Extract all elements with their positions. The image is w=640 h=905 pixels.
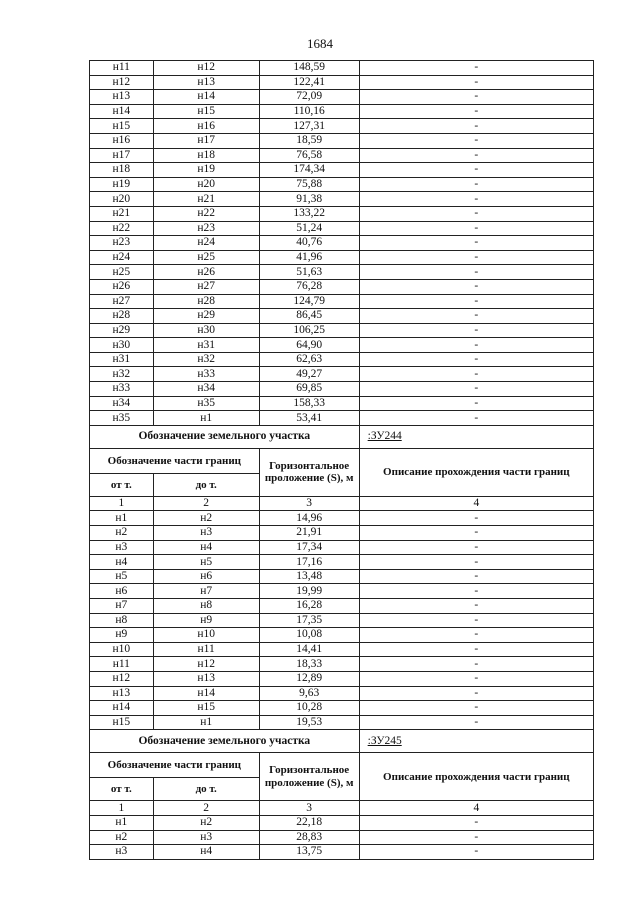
to-point: н30 <box>153 323 259 338</box>
col-number: 4 <box>359 496 593 511</box>
table-row <box>90 309 594 324</box>
from-point: н26 <box>90 279 154 294</box>
from-header: от т. <box>90 473 154 496</box>
horizontal-header: Горизонтальное проложение (S), м <box>259 753 359 801</box>
description: - <box>359 815 593 830</box>
to-point: н5 <box>153 555 259 570</box>
table-row <box>90 338 594 353</box>
description: - <box>359 628 593 643</box>
page-number: 1684 <box>307 36 333 51</box>
description: - <box>359 279 593 294</box>
description: - <box>359 569 593 584</box>
to-point: н33 <box>153 367 259 382</box>
description-header: Описание прохождения части границ <box>359 753 593 801</box>
description: - <box>359 294 593 309</box>
description: - <box>359 61 593 76</box>
horizontal-length: 9,63 <box>259 686 359 701</box>
horizontal-length: 40,76 <box>259 236 359 251</box>
to-point: н25 <box>153 250 259 265</box>
table-row <box>90 192 594 207</box>
from-point: н11 <box>90 61 154 76</box>
table-row <box>90 613 594 628</box>
table-row <box>90 599 594 614</box>
to-point: н15 <box>153 701 259 716</box>
from-point: н12 <box>90 671 154 686</box>
block2-body <box>90 511 594 730</box>
to-point: н1 <box>153 715 259 730</box>
from-header: от т. <box>90 778 154 801</box>
to-point: н29 <box>153 309 259 324</box>
to-point: н3 <box>153 526 259 541</box>
description: - <box>359 845 593 860</box>
table-row <box>90 701 594 716</box>
description: - <box>359 526 593 541</box>
table-row <box>90 90 594 105</box>
from-point: н18 <box>90 163 154 178</box>
table-row <box>90 177 594 192</box>
col-number: 3 <box>259 801 359 816</box>
horizontal-length: 127,31 <box>259 119 359 134</box>
horizontal-length: 16,28 <box>259 599 359 614</box>
horizontal-header: Горизонтальное проложение (S), м <box>259 448 359 496</box>
from-point: н25 <box>90 265 154 280</box>
horizontal-length: 18,33 <box>259 657 359 672</box>
from-point: н16 <box>90 133 154 148</box>
from-point: н9 <box>90 628 154 643</box>
description: - <box>359 119 593 134</box>
description: - <box>359 206 593 221</box>
from-point: н20 <box>90 192 154 207</box>
table-row <box>90 396 594 411</box>
to-point: н13 <box>153 671 259 686</box>
from-point: н7 <box>90 599 154 614</box>
description: - <box>359 613 593 628</box>
parcel1-header <box>90 425 594 511</box>
description: - <box>359 75 593 90</box>
table-row <box>90 75 594 90</box>
to-point: н34 <box>153 382 259 397</box>
description: - <box>359 133 593 148</box>
table-row <box>90 584 594 599</box>
to-point: н13 <box>153 75 259 90</box>
table-row <box>90 294 594 309</box>
table-row <box>90 628 594 643</box>
to-point: н9 <box>153 613 259 628</box>
border-parts-header: Обозначение части границ <box>90 448 260 473</box>
description: - <box>359 657 593 672</box>
table-row <box>90 236 594 251</box>
parcel2-header <box>90 730 594 816</box>
table-row <box>90 540 594 555</box>
horizontal-length: 75,88 <box>259 177 359 192</box>
to-point: н21 <box>153 192 259 207</box>
to-point: н31 <box>153 338 259 353</box>
description: - <box>359 90 593 105</box>
col-number: 1 <box>90 801 154 816</box>
table-row <box>90 250 594 265</box>
to-point: н12 <box>153 657 259 672</box>
horizontal-length: 86,45 <box>259 309 359 324</box>
table-row <box>90 411 594 426</box>
table-row <box>90 815 594 830</box>
horizontal-length: 21,91 <box>259 526 359 541</box>
table-row <box>90 163 594 178</box>
table-row <box>90 104 594 119</box>
from-point: н24 <box>90 250 154 265</box>
to-point: н10 <box>153 628 259 643</box>
border-parts-header: Обозначение части границ <box>90 753 260 778</box>
table-row <box>90 657 594 672</box>
description: - <box>359 599 593 614</box>
from-point: н3 <box>90 540 154 555</box>
table-row <box>90 555 594 570</box>
to-point: н3 <box>153 830 259 845</box>
to-point: н1 <box>153 411 259 426</box>
horizontal-length: 19,99 <box>259 584 359 599</box>
description: - <box>359 177 593 192</box>
from-point: н1 <box>90 511 154 526</box>
col-number: 4 <box>359 801 593 816</box>
to-point: н16 <box>153 119 259 134</box>
from-point: н21 <box>90 206 154 221</box>
horizontal-length: 122,41 <box>259 75 359 90</box>
from-point: н35 <box>90 411 154 426</box>
horizontal-length: 41,96 <box>259 250 359 265</box>
from-point: н14 <box>90 701 154 716</box>
horizontal-length: 69,85 <box>259 382 359 397</box>
table-row <box>90 133 594 148</box>
from-point: н28 <box>90 309 154 324</box>
from-point: н1 <box>90 815 154 830</box>
from-point: н19 <box>90 177 154 192</box>
from-point: н29 <box>90 323 154 338</box>
description: - <box>359 352 593 367</box>
from-point: н8 <box>90 613 154 628</box>
description: - <box>359 396 593 411</box>
parcel-id: :ЗУ245 <box>359 730 593 753</box>
table-row <box>90 265 594 280</box>
description: - <box>359 671 593 686</box>
from-point: н14 <box>90 104 154 119</box>
col-number: 3 <box>259 496 359 511</box>
from-point: н2 <box>90 830 154 845</box>
horizontal-length: 18,59 <box>259 133 359 148</box>
to-point: н4 <box>153 540 259 555</box>
to-point: н2 <box>153 815 259 830</box>
horizontal-length: 49,27 <box>259 367 359 382</box>
table-row <box>90 642 594 657</box>
to-header: до т. <box>153 778 259 801</box>
col-number: 1 <box>90 496 154 511</box>
from-point: н2 <box>90 526 154 541</box>
table-row <box>90 526 594 541</box>
from-point: н33 <box>90 382 154 397</box>
description: - <box>359 250 593 265</box>
col-number: 2 <box>153 496 259 511</box>
description: - <box>359 163 593 178</box>
to-point: н20 <box>153 177 259 192</box>
from-point: н10 <box>90 642 154 657</box>
to-point: н14 <box>153 686 259 701</box>
horizontal-length: 19,53 <box>259 715 359 730</box>
col-number: 2 <box>153 801 259 816</box>
horizontal-length: 51,24 <box>259 221 359 236</box>
table-row <box>90 845 594 860</box>
to-point: н2 <box>153 511 259 526</box>
horizontal-length: 174,34 <box>259 163 359 178</box>
table-row <box>90 367 594 382</box>
description: - <box>359 192 593 207</box>
table-row <box>90 323 594 338</box>
from-point: н6 <box>90 584 154 599</box>
from-point: н32 <box>90 367 154 382</box>
from-point: н30 <box>90 338 154 353</box>
table-row <box>90 671 594 686</box>
to-point: н26 <box>153 265 259 280</box>
description: - <box>359 148 593 163</box>
description: - <box>359 686 593 701</box>
table-row <box>90 830 594 845</box>
horizontal-length: 158,33 <box>259 396 359 411</box>
table-row <box>90 148 594 163</box>
horizontal-length: 133,22 <box>259 206 359 221</box>
table-row <box>90 511 594 526</box>
to-point: н18 <box>153 148 259 163</box>
to-point: н7 <box>153 584 259 599</box>
horizontal-length: 13,75 <box>259 845 359 860</box>
horizontal-length: 91,38 <box>259 192 359 207</box>
block1-body <box>90 61 594 426</box>
table-row <box>90 569 594 584</box>
table-row <box>90 279 594 294</box>
description: - <box>359 584 593 599</box>
from-point: н34 <box>90 396 154 411</box>
parcel-id: :ЗУ244 <box>359 425 593 448</box>
horizontal-length: 14,41 <box>259 642 359 657</box>
horizontal-length: 22,18 <box>259 815 359 830</box>
to-point: н32 <box>153 352 259 367</box>
horizontal-length: 51,63 <box>259 265 359 280</box>
table-row <box>90 352 594 367</box>
from-point: н15 <box>90 715 154 730</box>
from-point: н23 <box>90 236 154 251</box>
description: - <box>359 411 593 426</box>
to-point: н4 <box>153 845 259 860</box>
horizontal-length: 124,79 <box>259 294 359 309</box>
horizontal-length: 10,28 <box>259 701 359 716</box>
table-row <box>90 119 594 134</box>
horizontal-length: 148,59 <box>259 61 359 76</box>
description: - <box>359 367 593 382</box>
horizontal-length: 28,83 <box>259 830 359 845</box>
description-header: Описание прохождения части границ <box>359 448 593 496</box>
description: - <box>359 221 593 236</box>
to-point: н14 <box>153 90 259 105</box>
from-point: н3 <box>90 845 154 860</box>
to-point: н6 <box>153 569 259 584</box>
description: - <box>359 555 593 570</box>
from-point: н13 <box>90 686 154 701</box>
description: - <box>359 701 593 716</box>
horizontal-length: 76,28 <box>259 279 359 294</box>
horizontal-length: 17,16 <box>259 555 359 570</box>
to-point: н17 <box>153 133 259 148</box>
horizontal-length: 17,35 <box>259 613 359 628</box>
description: - <box>359 104 593 119</box>
from-point: н12 <box>90 75 154 90</box>
description: - <box>359 323 593 338</box>
horizontal-length: 76,58 <box>259 148 359 163</box>
description: - <box>359 236 593 251</box>
parcel-label: Обозначение земельного участка <box>90 425 360 448</box>
table-row <box>90 715 594 730</box>
to-point: н12 <box>153 61 259 76</box>
horizontal-length: 53,41 <box>259 411 359 426</box>
from-point: н17 <box>90 148 154 163</box>
to-point: н22 <box>153 206 259 221</box>
parcel-label: Обозначение земельного участка <box>90 730 360 753</box>
description: - <box>359 830 593 845</box>
to-point: н8 <box>153 599 259 614</box>
to-point: н27 <box>153 279 259 294</box>
description: - <box>359 715 593 730</box>
to-header: до т. <box>153 473 259 496</box>
to-point: н11 <box>153 642 259 657</box>
table-row <box>90 206 594 221</box>
table-row <box>90 61 594 76</box>
horizontal-length: 14,96 <box>259 511 359 526</box>
description: - <box>359 540 593 555</box>
to-point: н24 <box>153 236 259 251</box>
description: - <box>359 309 593 324</box>
horizontal-length: 64,90 <box>259 338 359 353</box>
from-point: н11 <box>90 657 154 672</box>
to-point: н15 <box>153 104 259 119</box>
from-point: н22 <box>90 221 154 236</box>
table-row <box>90 221 594 236</box>
boundary-table <box>89 60 594 860</box>
to-point: н19 <box>153 163 259 178</box>
description: - <box>359 382 593 397</box>
to-point: н35 <box>153 396 259 411</box>
from-point: н31 <box>90 352 154 367</box>
from-point: н4 <box>90 555 154 570</box>
horizontal-length: 62,63 <box>259 352 359 367</box>
horizontal-length: 72,09 <box>259 90 359 105</box>
description: - <box>359 642 593 657</box>
block3-body <box>90 815 594 859</box>
horizontal-length: 110,16 <box>259 104 359 119</box>
to-point: н23 <box>153 221 259 236</box>
horizontal-length: 17,34 <box>259 540 359 555</box>
description: - <box>359 265 593 280</box>
table-row <box>90 686 594 701</box>
from-point: н5 <box>90 569 154 584</box>
from-point: н15 <box>90 119 154 134</box>
to-point: н28 <box>153 294 259 309</box>
table-row <box>90 382 594 397</box>
horizontal-length: 12,89 <box>259 671 359 686</box>
horizontal-length: 10,08 <box>259 628 359 643</box>
from-point: н13 <box>90 90 154 105</box>
from-point: н27 <box>90 294 154 309</box>
description: - <box>359 338 593 353</box>
horizontal-length: 13,48 <box>259 569 359 584</box>
description: - <box>359 511 593 526</box>
horizontal-length: 106,25 <box>259 323 359 338</box>
